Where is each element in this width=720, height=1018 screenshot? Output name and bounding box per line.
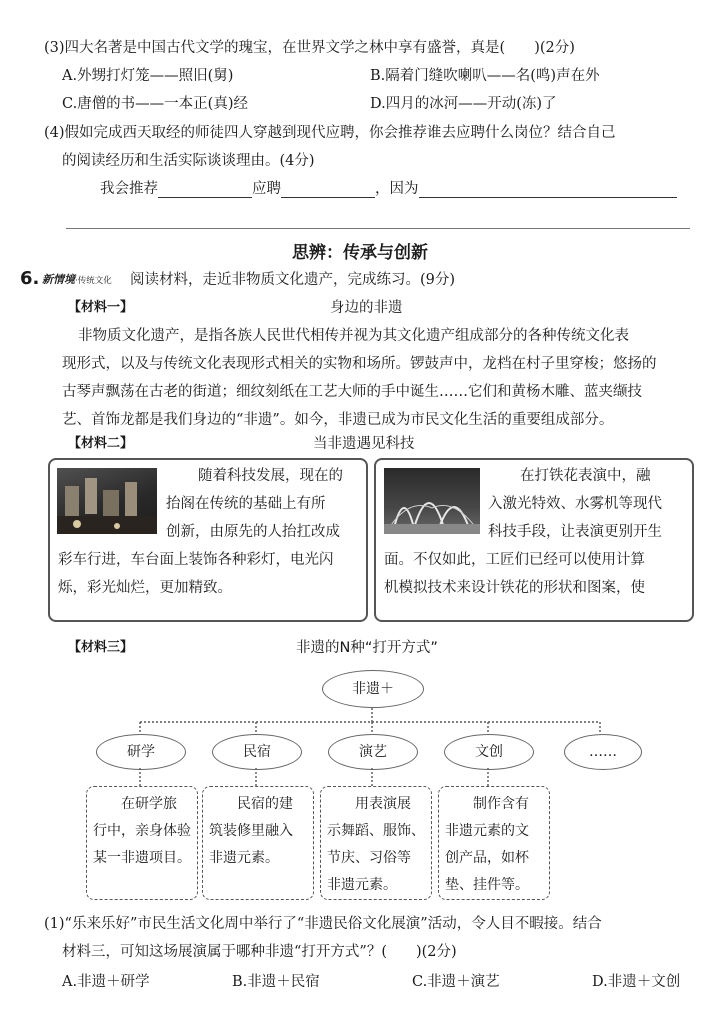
material-2-left-line: 烁，彩光灿烂，更加精致。 — [58, 580, 232, 596]
diagram-root-node: 非遗＋ — [322, 670, 424, 708]
material-2-left-line: 彩车行进，车台面上装饰各种彩灯，电光闪 — [58, 552, 334, 568]
diagram-box-line: 垫、挂件等。 — [445, 877, 529, 893]
q3-stem: (3)四大名著是中国古代文学的瑰宝，在世界文学之林中享有盛誉，真是( )(2分) — [44, 40, 575, 56]
material-3-title: 非遗的N种“打开方式” — [296, 640, 438, 656]
diagram-box-line: 制作含有 — [473, 796, 529, 812]
diagram-box-line: 节庆、习俗等 — [327, 850, 411, 866]
diagram-box-line: 筑装修里融入 — [209, 823, 293, 839]
q3-option-b: B.隔着门缝吹喇叭——名(鸣)声在外 — [370, 68, 600, 84]
material-2-right-line: 面。不仅如此，工匠们已经可以使用计算 — [384, 552, 645, 568]
q4-line-2: 的阅读经历和生活实际谈谈理由。(4分) — [62, 153, 315, 169]
diagram-box-line: 某一非遗项目。 — [93, 850, 191, 866]
material-2-left-line: 抬阁在传统的基础上有所 — [166, 496, 326, 512]
q3-option-a: A.外甥打灯笼——照旧(舅) — [62, 68, 234, 84]
q1-line-2: 材料三，可知这场展演属于哪种非遗“打开方式”？( )(2分) — [62, 944, 457, 960]
material-2-right-line: 在打铁花表演中，融 — [520, 468, 651, 484]
q1-option-c: C.非遗＋演艺 — [412, 974, 500, 990]
diagram-box-performance — [320, 786, 432, 900]
diagram-box-line: 示舞蹈、服饰、 — [327, 823, 425, 839]
diagram-box-homestay — [202, 786, 314, 900]
q1-option-b: B.非遗＋民宿 — [232, 974, 320, 990]
diagram-box-line: 用表演展 — [355, 796, 411, 812]
material-2-left-line: 创新，由原先的人抬扛改成 — [166, 524, 340, 540]
diagram-box-line: 行中，亲身体验 — [93, 823, 191, 839]
diagram-box-line: 非遗元素。 — [327, 877, 397, 893]
diagram-box-line: 民宿的建 — [237, 796, 293, 812]
q1-option-d: D.非遗＋文创 — [592, 974, 681, 990]
q4-line-1: (4)假如完成西天取经的师徒四人穿越到现代应聘，你会推荐谁去应聘什么岗位？结合自己 — [44, 125, 616, 141]
diagram-box-line: 创产品，如杯 — [445, 850, 529, 866]
q3-option-c: C.唐僧的书——一本正(真)经 — [62, 96, 248, 112]
diagram-node-homestay: 民宿 — [212, 734, 302, 770]
section-title: 思辨：传承与创新 — [292, 243, 428, 263]
q3-option-d: D.四月的冰河——开动(冻)了 — [370, 96, 557, 112]
diagram-box-line: 非遗元素的文 — [445, 823, 529, 839]
diagram-node-creative: 文创 — [444, 734, 534, 770]
material-2-title: 当非遗遇见科技 — [313, 436, 415, 452]
q4-fill-label-2: 应聘 — [252, 181, 281, 197]
material-3-label: 【材料三】 — [68, 640, 134, 655]
material-1-line: 非物质文化遗产，是指各族人民世代相传并视为其文化遗产组成部分的各种传统文化表 — [78, 328, 629, 344]
material-1-line: 艺、首饰龙都是我们身边的“非遗”。如今，非遗已成为市民文化生活的重要组成部分。 — [62, 412, 614, 428]
diagram-box-line: 在研学旅 — [121, 796, 177, 812]
context-tag-main: 新情境 — [42, 273, 75, 286]
q6-stem: 阅读材料，走近非物质文化遗产，完成练习。(9分) — [130, 272, 456, 288]
material-2-left-line: 随着科技发展，现在的 — [198, 468, 343, 484]
material-2-right-line: 入激光特效、水雾机等现代 — [488, 496, 662, 512]
diagram-node-more: …… — [564, 734, 642, 770]
question-number: 6. — [20, 268, 40, 289]
material-2-right-line: 机模拟技术来设计铁花的形状和图案，使 — [384, 580, 645, 596]
material-1-title: 身边的非遗 — [330, 300, 403, 316]
q1-option-a: A.非遗＋研学 — [62, 974, 150, 990]
q1-line-1: (1)“乐来乐好”市民生活文化周中举行了“非遗民俗文化展演”活动，令人目不暇接。结合 — [44, 916, 602, 932]
diagram-box-line: 非遗元素。 — [209, 850, 279, 866]
q4-fill-label-1: 我会推荐 — [100, 181, 158, 197]
material-2-label: 【材料二】 — [68, 436, 134, 451]
diagram-node-performance: 演艺 — [328, 734, 418, 770]
diagram-box-creative — [438, 786, 550, 900]
material-1-label: 【材料一】 — [68, 300, 134, 315]
material-1-line: 古琴声飘荡在古老的街道；细纹刻纸在工艺大师的手中诞生……它们和黄杨木雕、蓝夹缬技 — [62, 384, 642, 400]
material-2-right-line: 科技手段，让表演更别开生 — [488, 524, 662, 540]
q4-fill-label-3: ，因为 — [375, 181, 419, 197]
diagram-node-study: 研学 — [96, 734, 186, 770]
context-tag-sub: ·传统文化 — [75, 276, 112, 286]
material-1-line: 现形式，以及与传统文化表现形式相关的实物和场所。锣鼓声中，龙档在村子里穿梭；悠扬的 — [62, 356, 657, 372]
diagram-box-study — [86, 786, 198, 900]
